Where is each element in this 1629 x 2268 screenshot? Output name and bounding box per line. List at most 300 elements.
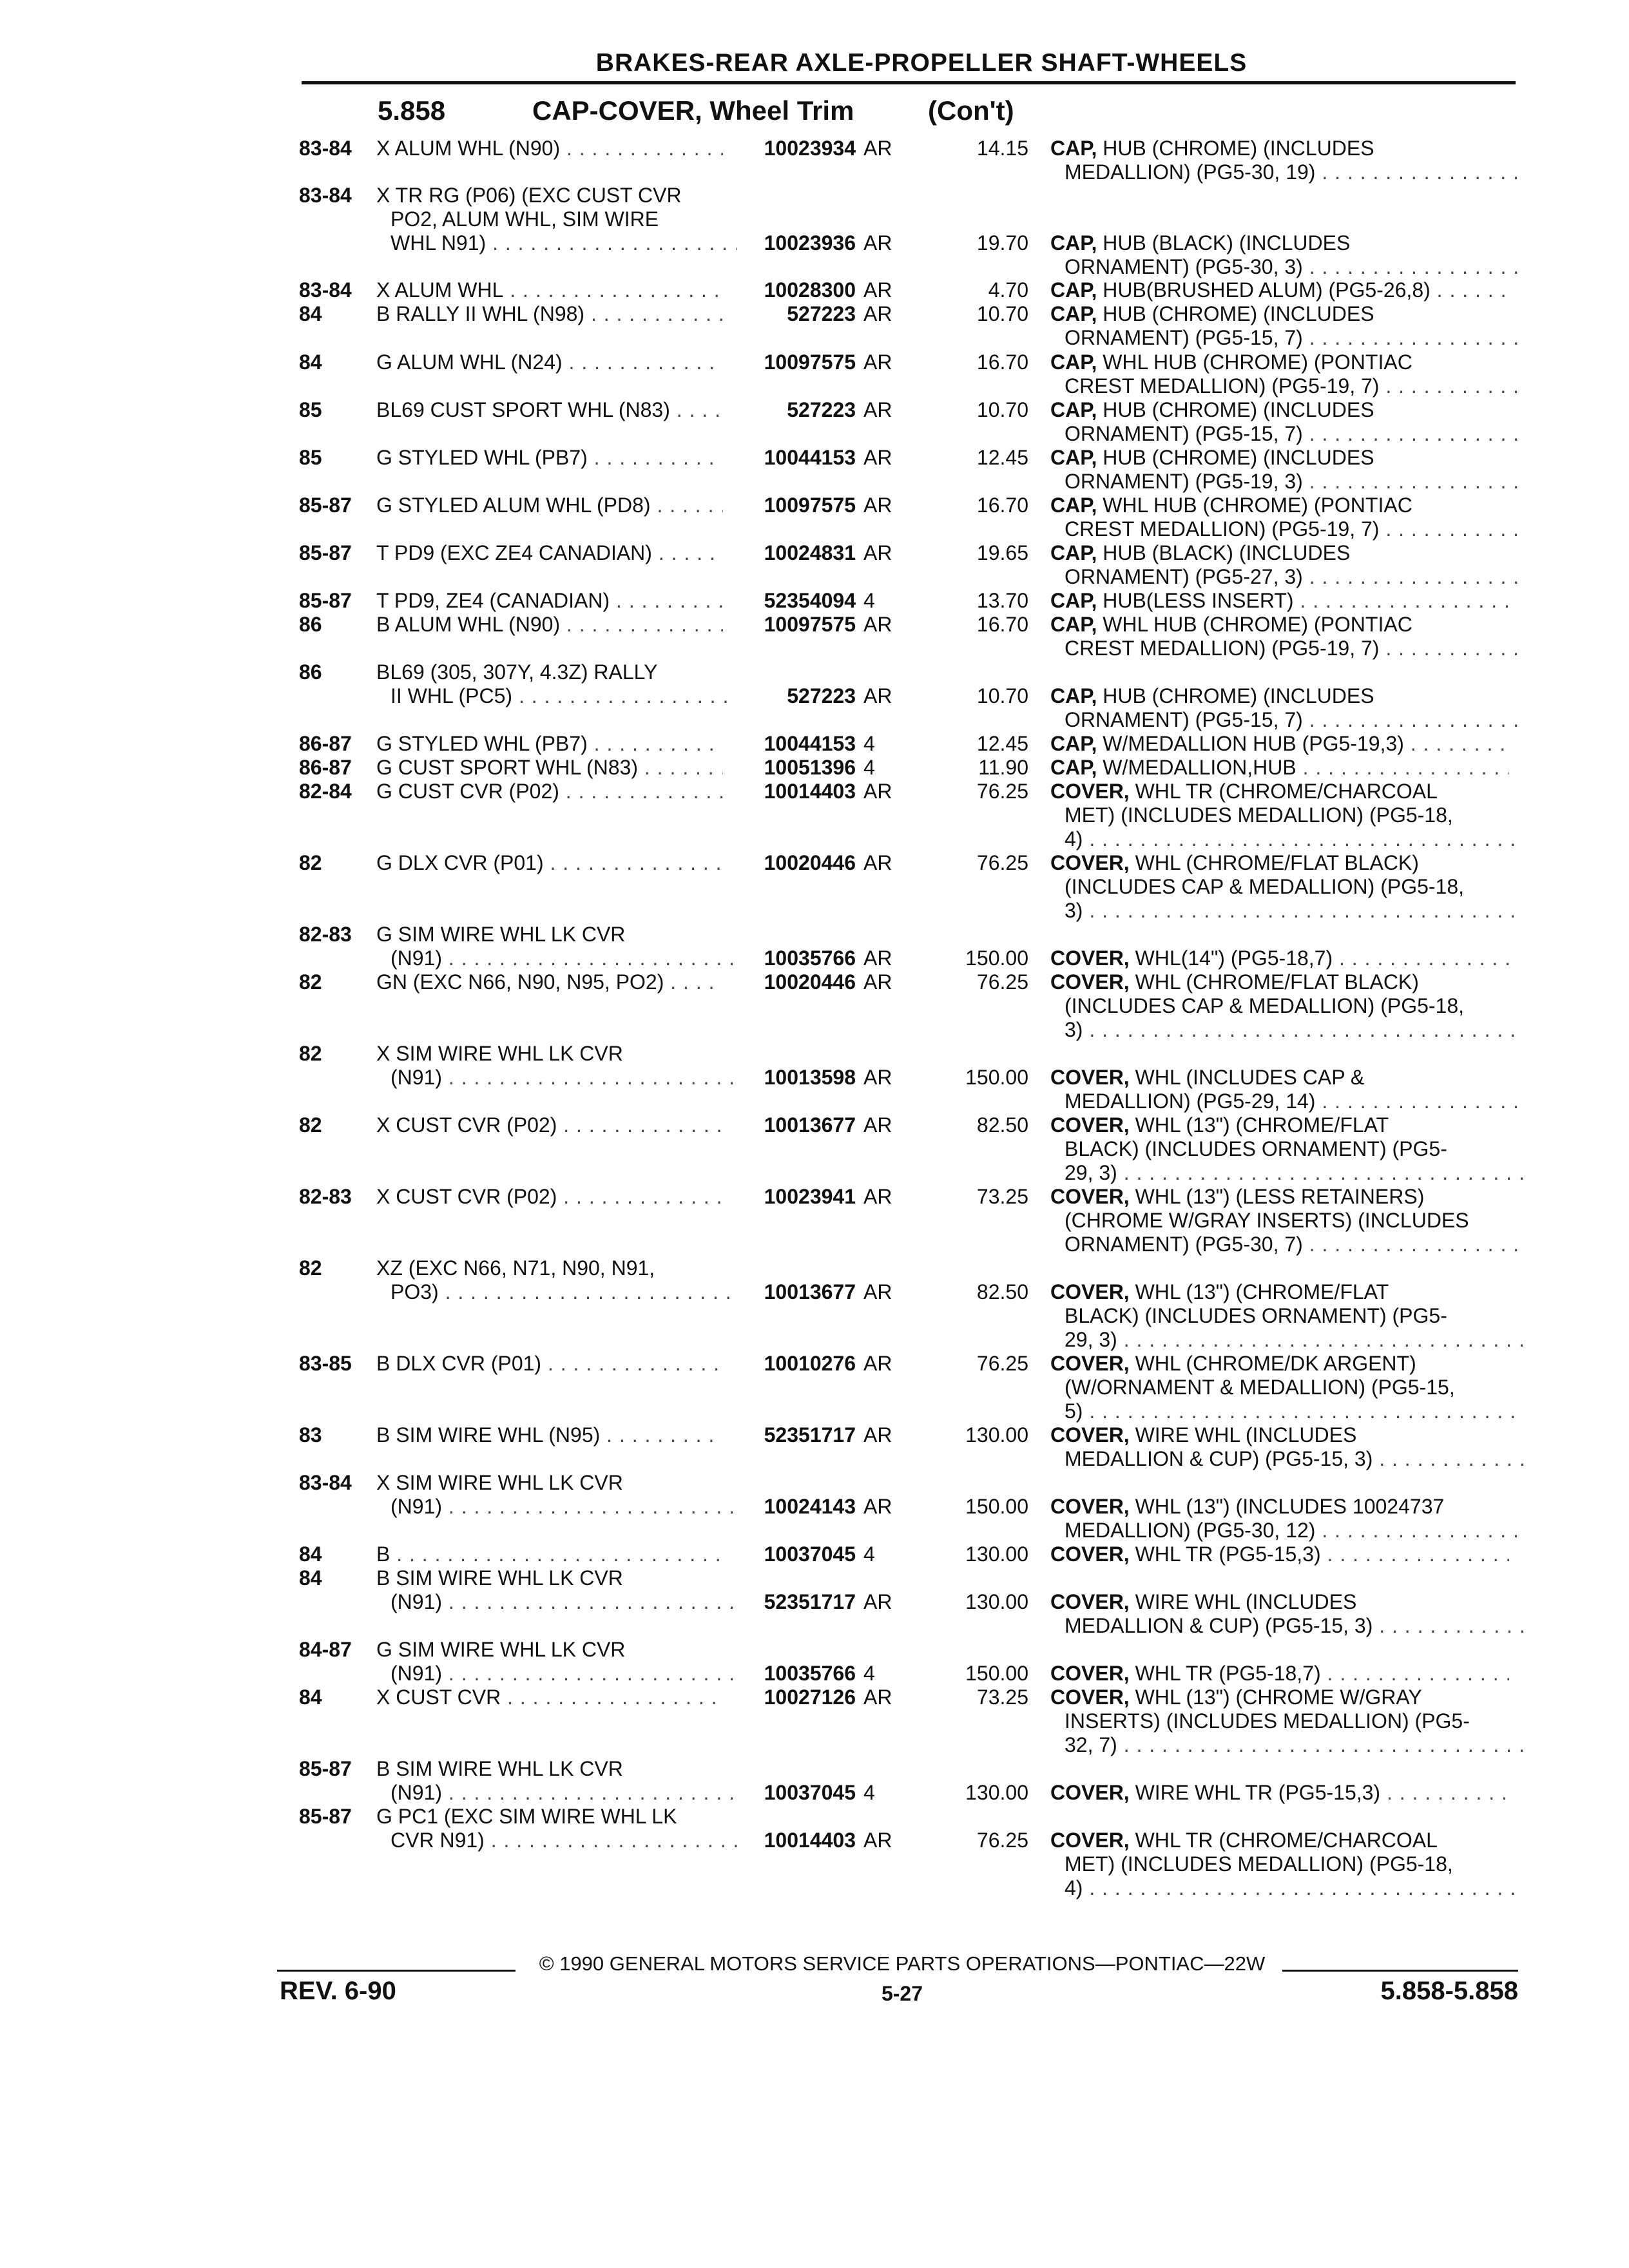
part-number: 10051396 — [764, 756, 856, 779]
part-type: CAP, — [1050, 231, 1097, 255]
application-line: X CUST CVR (P02) . . . — [376, 1113, 723, 1137]
model-years: 85-87 — [299, 1805, 352, 1828]
application-description — [376, 613, 724, 637]
section-continued: (Con't) — [928, 95, 1014, 126]
part-number: 10037045 — [764, 1542, 856, 1566]
part-number: 10010276 — [764, 1352, 856, 1375]
price: 4.70 — [988, 278, 1028, 302]
part-description — [1050, 278, 1521, 302]
application-description — [376, 660, 724, 708]
part-number: 10023936 — [764, 231, 856, 255]
model-years: 83 — [299, 1423, 322, 1446]
part-description-line — [1050, 1829, 1521, 1852]
part-description — [1050, 231, 1521, 279]
application-line: G DLX CVR (P01) . . . — [376, 851, 723, 875]
part-description-text: WHL (13") (CHROME W/GRAY — [1135, 1686, 1422, 1709]
application-line: B . . . — [376, 1542, 723, 1566]
part-description-line — [1050, 756, 1509, 780]
application-line: BL69 (305, 307Y, 4.3Z) RALLY — [376, 660, 658, 684]
part-description — [1050, 398, 1521, 446]
part-description-text: WHL (CHROME/DK ARGENT) — [1135, 1352, 1416, 1375]
application-line: B RALLY II WHL (N98) . . . — [376, 302, 723, 326]
model-years: 85-87 — [299, 494, 352, 517]
page-number: 5-27 — [881, 1982, 923, 2005]
section-number: 5.858 — [378, 95, 446, 126]
part-number: 10097575 — [764, 351, 856, 374]
part-number: 10020446 — [764, 851, 856, 874]
part-description — [1050, 613, 1521, 660]
part-description-line — [1050, 446, 1521, 470]
quantity: AR — [863, 278, 892, 302]
part-type: COVER, — [1050, 1280, 1130, 1303]
part-description-line: 32, 7) . . . — [1050, 1733, 1523, 1757]
part-description — [1050, 494, 1521, 541]
application-description — [376, 1185, 724, 1209]
quantity: AR — [863, 231, 892, 255]
part-number: 10097575 — [764, 494, 856, 517]
quantity: AR — [863, 684, 892, 707]
price: 82.50 — [976, 1280, 1028, 1303]
application-description — [376, 732, 724, 756]
part-type: CAP, — [1050, 732, 1097, 755]
quantity: AR — [863, 541, 892, 564]
part-type: CAP, — [1050, 137, 1097, 160]
part-number: 10013677 — [764, 1113, 856, 1137]
price: 12.45 — [976, 446, 1028, 469]
part-description-line: BLACK) (INCLUDES ORNAMENT) (PG5- — [1065, 1304, 1447, 1327]
part-description-text: HUB (CHROME) (INCLUDES — [1103, 137, 1374, 160]
application-description — [376, 1542, 724, 1566]
application-description — [376, 1256, 724, 1304]
part-description-line — [1050, 1113, 1521, 1137]
model-years: 82 — [299, 1042, 322, 1065]
part-number: 10037045 — [764, 1781, 856, 1804]
part-description-text: WHL(14") (PG5-18,7) — [1135, 947, 1333, 970]
part-description-line — [1050, 589, 1509, 613]
price: 16.70 — [976, 613, 1028, 636]
section-name: CAP-COVER, Wheel Trim — [532, 95, 854, 126]
price: 150.00 — [965, 1066, 1028, 1089]
part-number: 10020446 — [764, 970, 856, 994]
part-description-line — [1050, 1423, 1521, 1447]
part-description — [1050, 137, 1521, 184]
application-description — [376, 970, 724, 994]
application-description — [376, 923, 724, 970]
part-description-line: ORNAMENT) (PG5-30, 3) . . . — [1050, 255, 1523, 279]
part-description — [1050, 1542, 1521, 1566]
part-number: 10028300 — [764, 278, 856, 302]
model-years: 84 — [299, 1542, 322, 1566]
part-number: 527223 — [787, 302, 856, 325]
quantity: AR — [863, 398, 892, 421]
price: 12.45 — [976, 732, 1028, 755]
part-type: CAP, — [1050, 278, 1097, 302]
part-type: COVER, — [1050, 1066, 1130, 1089]
part-description-line: ORNAMENT) (PG5-27, 3) . . . — [1050, 565, 1523, 589]
quantity: AR — [863, 1686, 892, 1709]
part-description-text: WIRE WHL TR (PG5-15,3) — [1135, 1781, 1381, 1804]
model-years: 82-83 — [299, 1185, 352, 1208]
part-description — [1050, 589, 1521, 613]
part-type: COVER, — [1050, 1185, 1130, 1208]
quantity: 4 — [863, 756, 875, 779]
application-line: BL69 CUST SPORT WHL (N83) . . . — [376, 398, 723, 422]
part-description-line — [1050, 1542, 1509, 1566]
part-description — [1050, 351, 1521, 398]
model-years: 83-84 — [299, 1471, 352, 1494]
application-line: G CUST SPORT WHL (N83) . . . — [376, 756, 723, 780]
part-type: CAP, — [1050, 613, 1097, 636]
price: 76.25 — [976, 1829, 1028, 1852]
application-description — [376, 756, 724, 780]
price: 73.25 — [976, 1686, 1028, 1709]
price: 19.65 — [976, 541, 1028, 564]
part-description — [1050, 1686, 1521, 1757]
price: 76.25 — [976, 780, 1028, 803]
part-type: CAP, — [1050, 446, 1097, 469]
application-line: X ALUM WHL (N90) . . . — [376, 137, 723, 160]
model-years: 83-84 — [299, 278, 352, 302]
part-description-line — [1050, 1185, 1521, 1209]
part-type: COVER, — [1050, 1495, 1130, 1518]
part-description-line — [1050, 351, 1521, 374]
application-line: (N91) . . . — [376, 947, 737, 970]
application-line: G STYLED ALUM WHL (PD8) . . . — [376, 494, 723, 517]
part-description-line: BLACK) (INCLUDES ORNAMENT) (PG5- — [1065, 1137, 1447, 1160]
part-type: COVER, — [1050, 1113, 1130, 1137]
application-description — [376, 1638, 724, 1686]
application-description — [376, 1805, 724, 1852]
part-description — [1050, 1185, 1521, 1256]
application-description — [376, 184, 724, 255]
model-years: 84-87 — [299, 1638, 352, 1661]
part-description-line — [1050, 398, 1521, 422]
part-description-line — [1050, 1781, 1509, 1805]
part-description-line — [1050, 613, 1521, 637]
model-years: 84 — [299, 1686, 322, 1709]
quantity: AR — [863, 446, 892, 469]
application-description — [376, 398, 724, 422]
section-range: 5.858-5.858 — [1380, 1977, 1518, 2005]
part-description-text: W/MEDALLION HUB (PG5-19,3) — [1103, 732, 1404, 755]
model-years: 86 — [299, 660, 322, 684]
part-description-line — [1050, 780, 1521, 803]
part-description-text: WIRE WHL (INCLUDES — [1135, 1590, 1357, 1613]
application-description — [376, 1566, 724, 1614]
part-description-text: HUB (CHROME) (INCLUDES — [1103, 446, 1374, 469]
application-description — [376, 137, 724, 160]
model-years: 85 — [299, 398, 322, 421]
part-description — [1050, 684, 1521, 732]
price: 150.00 — [965, 1662, 1028, 1685]
part-number: 10023941 — [764, 1185, 856, 1208]
part-description-text: HUB (BLACK) (INCLUDES — [1103, 231, 1351, 255]
application-line: G SIM WIRE WHL LK CVR — [376, 923, 626, 946]
application-line: B ALUM WHL (N90) . . . — [376, 613, 723, 637]
price: 14.15 — [976, 137, 1028, 160]
part-description-text: WHL (13") (INCLUDES 10024737 — [1135, 1495, 1445, 1518]
part-description — [1050, 1829, 1521, 1900]
part-description-text: WHL (INCLUDES CAP & — [1135, 1066, 1365, 1089]
quantity: 4 — [863, 1542, 875, 1566]
part-description-line: 4) . . . — [1050, 1876, 1523, 1900]
part-description — [1050, 1495, 1521, 1542]
part-description-line — [1050, 947, 1509, 970]
quantity: AR — [863, 1066, 892, 1089]
part-type: COVER, — [1050, 851, 1130, 874]
quantity: AR — [863, 947, 892, 970]
application-line: G CUST CVR (P02) . . . — [376, 780, 723, 803]
part-description-text: WHL (CHROME/FLAT BLACK) — [1135, 970, 1419, 994]
footer-rule-right — [1282, 1970, 1518, 1972]
part-description — [1050, 1352, 1521, 1423]
price: 76.25 — [976, 970, 1028, 994]
part-number: 10027126 — [764, 1686, 856, 1709]
price: 10.70 — [976, 684, 1028, 707]
part-description-line: MEDALLION & CUP) (PG5-15, 3) . . . — [1050, 1614, 1523, 1638]
part-description-line — [1050, 494, 1521, 517]
part-description-line — [1050, 541, 1521, 565]
application-line: G PC1 (EXC SIM WIRE WHL LK — [376, 1805, 677, 1828]
copyright-notice: © 1990 GENERAL MOTORS SERVICE PARTS OPERATIONS—PONTIAC—22W — [539, 1952, 1266, 1975]
application-line: PO2, ALUM WHL, SIM WIRE — [390, 207, 659, 231]
part-type: COVER, — [1050, 1829, 1130, 1852]
part-description-text: W/MEDALLION,HUB — [1103, 756, 1296, 779]
part-description-text: HUB (CHROME) (INCLUDES — [1103, 398, 1374, 421]
model-years: 84 — [299, 1566, 322, 1590]
part-description-line: ORNAMENT) (PG5-30, 7) . . . — [1050, 1233, 1523, 1256]
part-description-text: WHL TR (PG5-18,7) — [1135, 1662, 1321, 1685]
model-years: 85 — [299, 446, 322, 469]
part-type: COVER, — [1050, 1542, 1130, 1566]
application-description — [376, 302, 724, 326]
part-description-line — [1050, 278, 1509, 302]
quantity: 4 — [863, 1662, 875, 1685]
application-line: G STYLED WHL (PB7) . . . — [376, 732, 723, 756]
part-description-line: 29, 3) . . . — [1050, 1161, 1523, 1185]
part-description-text: WHL (13") (CHROME/FLAT — [1135, 1280, 1389, 1303]
price: 13.70 — [976, 589, 1028, 612]
part-description-text: WHL (13") (LESS RETAINERS) — [1135, 1185, 1425, 1208]
model-years: 86 — [299, 613, 322, 636]
part-description — [1050, 541, 1521, 589]
part-type: CAP, — [1050, 351, 1097, 374]
part-number: 10014403 — [764, 1829, 856, 1852]
part-description-line — [1050, 1495, 1521, 1519]
quantity: AR — [863, 613, 892, 636]
model-years: 86-87 — [299, 732, 352, 755]
part-description — [1050, 970, 1521, 1042]
part-description-line: CREST MEDALLION) (PG5-19, 7) . . . — [1050, 517, 1523, 541]
part-type: COVER, — [1050, 947, 1130, 970]
quantity: 4 — [863, 1781, 875, 1804]
part-number: 10013677 — [764, 1280, 856, 1303]
part-description-line — [1050, 732, 1509, 756]
part-type: COVER, — [1050, 1352, 1130, 1375]
part-description-text: WIRE WHL (INCLUDES — [1135, 1423, 1357, 1446]
quantity: 4 — [863, 732, 875, 755]
quantity: AR — [863, 1495, 892, 1518]
model-years: 82-84 — [299, 780, 352, 803]
part-type: CAP, — [1050, 684, 1097, 707]
part-number: 10044153 — [764, 446, 856, 469]
part-description-line: MEDALLION) (PG5-30, 12) . . . — [1050, 1519, 1523, 1542]
model-years: 85-87 — [299, 541, 352, 564]
part-description-text: HUB (BLACK) (INCLUDES — [1103, 541, 1351, 564]
part-type: CAP, — [1050, 756, 1097, 779]
part-description-line — [1050, 231, 1521, 255]
quantity: AR — [863, 1352, 892, 1375]
part-description-line: ORNAMENT) (PG5-19, 3) . . . — [1050, 470, 1523, 494]
part-type: CAP, — [1050, 541, 1097, 564]
part-description-text: HUB (CHROME) (INCLUDES — [1103, 302, 1374, 325]
part-description-text: WHL HUB (CHROME) (PONTIAC — [1103, 351, 1412, 374]
quantity: AR — [863, 302, 892, 325]
part-number: 10044153 — [764, 732, 856, 755]
part-description-line: MEDALLION) (PG5-29, 14) . . . — [1050, 1090, 1523, 1113]
application-line: B SIM WIRE WHL LK CVR — [376, 1757, 623, 1780]
application-description — [376, 1042, 724, 1090]
application-line: PO3) . . . — [376, 1280, 737, 1304]
application-line: II WHL (PC5) . . . — [376, 684, 737, 708]
part-description-line: MET) (INCLUDES MEDALLION) (PG5-18, — [1065, 1852, 1453, 1876]
part-description-line — [1050, 302, 1521, 326]
part-description — [1050, 851, 1521, 923]
part-description-line — [1050, 1590, 1521, 1614]
part-description-text: WHL TR (CHROME/CHARCOAL — [1135, 780, 1438, 803]
part-description-line: 29, 3) . . . — [1050, 1328, 1523, 1352]
price: 76.25 — [976, 851, 1028, 874]
application-description — [376, 351, 724, 374]
application-line: G SIM WIRE WHL LK CVR — [376, 1638, 626, 1661]
price: 16.70 — [976, 351, 1028, 374]
page-title: BRAKES-REAR AXLE-PROPELLER SHAFT-WHEELS — [595, 49, 1248, 77]
application-description — [376, 1352, 724, 1376]
application-line: B DLX CVR (P01) . . . — [376, 1352, 723, 1376]
application-line: X SIM WIRE WHL LK CVR — [376, 1471, 623, 1494]
part-description-line: ORNAMENT) (PG5-15, 7) . . . — [1050, 326, 1523, 350]
part-type: CAP, — [1050, 302, 1097, 325]
part-description-line — [1050, 1686, 1521, 1709]
model-years: 83-84 — [299, 137, 352, 160]
model-years: 83-85 — [299, 1352, 352, 1375]
model-years: 82 — [299, 970, 322, 994]
model-years: 84 — [299, 351, 322, 374]
part-number: 10024143 — [764, 1495, 856, 1518]
application-line: (N91) . . . — [376, 1662, 737, 1686]
application-description — [376, 589, 724, 613]
part-description-line: (INCLUDES CAP & MEDALLION) (PG5-18, — [1065, 994, 1465, 1017]
part-description-line: INSERTS) (INCLUDES MEDALLION) (PG5- — [1065, 1709, 1470, 1733]
part-type: COVER, — [1050, 970, 1130, 994]
price: 130.00 — [965, 1423, 1028, 1446]
footer-rule-left — [277, 1970, 516, 1972]
part-description-line: (W/ORNAMENT & MEDALLION) (PG5-15, — [1065, 1376, 1455, 1399]
application-description — [376, 541, 724, 565]
part-description-line: CREST MEDALLION) (PG5-19, 7) . . . — [1050, 374, 1523, 398]
application-line: GN (EXC N66, N90, N95, PO2) . . . — [376, 970, 723, 994]
application-line: X ALUM WHL . . . — [376, 278, 723, 302]
part-number: 527223 — [787, 684, 856, 707]
price: 11.90 — [978, 756, 1028, 779]
part-description-line: MET) (INCLUDES MEDALLION) (PG5-18, — [1065, 803, 1453, 827]
application-line: G ALUM WHL (N24) . . . — [376, 351, 723, 374]
part-type: CAP, — [1050, 494, 1097, 517]
part-description — [1050, 756, 1521, 780]
part-description — [1050, 446, 1521, 494]
part-number: 52354094 — [764, 589, 856, 612]
quantity: AR — [863, 851, 892, 874]
price: 10.70 — [976, 302, 1028, 325]
quantity: AR — [863, 970, 892, 994]
part-description-line: ORNAMENT) (PG5-15, 7) . . . — [1050, 422, 1523, 446]
part-number: 10013598 — [764, 1066, 856, 1089]
part-description-line: ORNAMENT) (PG5-15, 7) . . . — [1050, 708, 1523, 732]
part-description — [1050, 732, 1521, 756]
part-description-line: 3) . . . — [1050, 1018, 1523, 1042]
part-description-text: WHL (13") (CHROME/FLAT — [1135, 1113, 1389, 1137]
part-description-text: HUB(BRUSHED ALUM) (PG5-26,8) — [1103, 278, 1431, 302]
quantity: 4 — [863, 589, 875, 612]
price: 16.70 — [976, 494, 1028, 517]
application-description — [376, 1113, 724, 1137]
part-description-text: HUB (CHROME) (INCLUDES — [1103, 684, 1374, 707]
part-number: 52351717 — [764, 1590, 856, 1613]
application-description — [376, 494, 724, 517]
part-type: COVER, — [1050, 1781, 1130, 1804]
part-description-line: 4) . . . — [1050, 827, 1523, 851]
header-rule — [302, 81, 1516, 84]
part-type: COVER, — [1050, 1662, 1130, 1685]
model-years: 85-87 — [299, 589, 352, 612]
part-number: 10014403 — [764, 780, 856, 803]
price: 130.00 — [965, 1590, 1028, 1613]
price: 10.70 — [976, 398, 1028, 421]
part-number: 10035766 — [764, 1662, 856, 1685]
quantity: AR — [863, 137, 892, 160]
part-description — [1050, 1662, 1521, 1686]
application-line: X CUST CVR (P02) . . . — [376, 1185, 723, 1209]
application-line: (N91) . . . — [376, 1781, 737, 1805]
part-type: CAP, — [1050, 589, 1097, 612]
part-description-text: WHL TR (CHROME/CHARCOAL — [1135, 1829, 1438, 1852]
application-line: XZ (EXC N66, N71, N90, N91, — [376, 1256, 655, 1280]
part-description-text: WHL HUB (CHROME) (PONTIAC — [1103, 613, 1412, 636]
part-description-line — [1050, 1280, 1521, 1304]
part-description — [1050, 1113, 1521, 1185]
application-description — [376, 1423, 724, 1447]
model-years: 82 — [299, 1113, 322, 1137]
part-description — [1050, 947, 1521, 970]
part-number: 10023934 — [764, 137, 856, 160]
application-line: G STYLED WHL (PB7) . . . — [376, 446, 723, 470]
price: 130.00 — [965, 1781, 1028, 1804]
part-number: 10024831 — [764, 541, 856, 564]
part-description-line: (INCLUDES CAP & MEDALLION) (PG5-18, — [1065, 875, 1465, 898]
quantity: AR — [863, 494, 892, 517]
application-line: B SIM WIRE WHL (N95) . . . — [376, 1423, 723, 1447]
application-description — [376, 446, 724, 470]
application-line: T PD9, ZE4 (CANADIAN) . . . — [376, 589, 723, 613]
part-description-line — [1050, 1066, 1521, 1090]
application-line: X CUST CVR . . . — [376, 1686, 723, 1709]
part-description-text: WHL (CHROME/FLAT BLACK) — [1135, 851, 1419, 874]
model-years: 84 — [299, 302, 322, 325]
price: 130.00 — [965, 1542, 1028, 1566]
application-line: CVR N91) . . . — [376, 1829, 737, 1852]
model-years: 83-84 — [299, 184, 352, 207]
price: 82.50 — [976, 1113, 1028, 1137]
